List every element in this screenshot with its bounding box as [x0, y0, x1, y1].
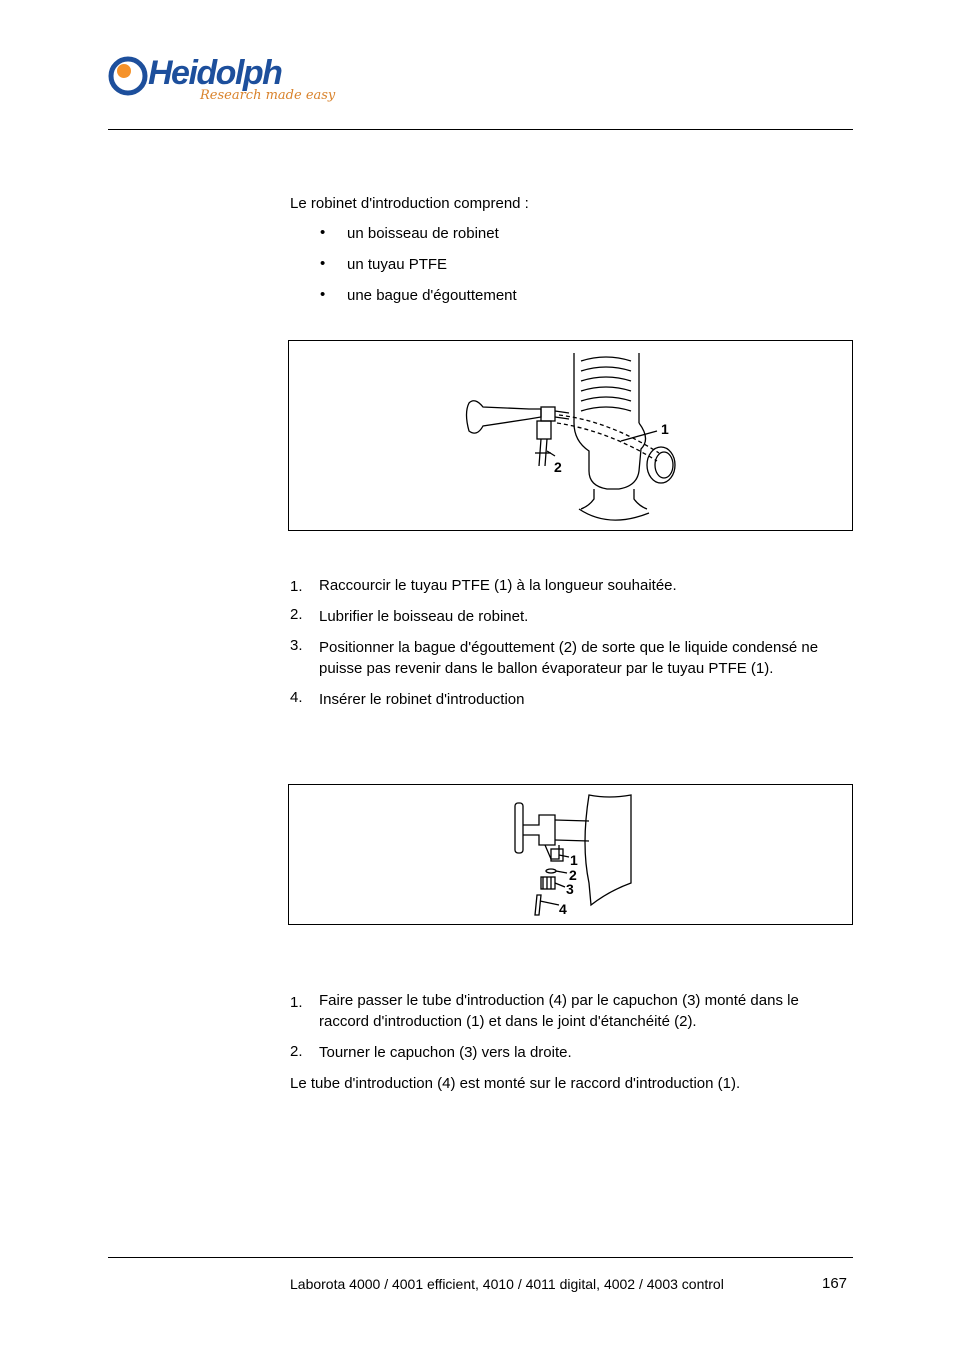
- brand-logo: [108, 50, 338, 120]
- bullet-item: un boisseau de robinet: [347, 225, 499, 242]
- step-number: 1.: [290, 994, 303, 1011]
- figure-feed-valve: [288, 340, 853, 531]
- figure2-label-3: 3: [566, 881, 574, 897]
- step-number: 1.: [290, 578, 303, 595]
- logo-mark-icon: [108, 54, 152, 98]
- bullet-symbol: •: [320, 224, 326, 241]
- footer-rule: [108, 1257, 853, 1258]
- page-number: 167: [822, 1275, 848, 1292]
- bullet-item: une bague d'égouttement: [347, 287, 517, 304]
- step-number: 2.: [290, 1043, 303, 1060]
- step-text: Lubrifier le boisseau de robinet.: [319, 608, 529, 625]
- logo-wordmark: Heidolph: [148, 54, 282, 92]
- step-number: 4.: [290, 689, 303, 706]
- step-text: Positionner la bague d'égouttement (2) de sorte que le liquide condensé ne puisse pas revenir dans le ballon évaporateur par le tuyau PTFE (1).: [319, 639, 819, 677]
- feed-valve-drawing: [289, 341, 852, 530]
- result-text: Le tube d'introduction (4) est monté sur le raccord d'introduction (1).: [290, 1075, 741, 1092]
- step-text: Faire passer le tube d'introduction (4) par le capuchon (3) monté dans le raccord d'introduction (1) et dans le joint d'étanchéité (2).: [319, 992, 799, 1030]
- figure1-label-1: 1: [661, 421, 669, 437]
- figure1-label-2: 2: [554, 459, 562, 475]
- intro-lead: Le robinet d'introduction comprend :: [290, 195, 529, 212]
- header-rule: [108, 129, 853, 130]
- logo-tagline: Research made easy: [200, 88, 336, 103]
- figure2-label-1: 1: [570, 852, 578, 868]
- figure2-label-4: 4: [559, 901, 567, 917]
- step-number: 2.: [290, 606, 303, 623]
- step-text: Insérer le robinet d'introduction: [319, 691, 525, 708]
- figure-feed-tube: [288, 784, 853, 925]
- feed-tube-drawing: [289, 785, 852, 924]
- bullet-symbol: •: [320, 255, 326, 272]
- step-number: 3.: [290, 637, 303, 654]
- step-text: Raccourcir le tuyau PTFE (1) à la longueur souhaitée.: [319, 577, 677, 594]
- bullet-symbol: •: [320, 286, 326, 303]
- figure2-label-2: 2: [569, 867, 577, 883]
- bullet-item: un tuyau PTFE: [347, 256, 448, 273]
- step-text: Tourner le capuchon (3) vers la droite.: [319, 1044, 572, 1061]
- footer-product: Laborota 4000 / 4001 efficient, 4010 / 4011 digital, 4002 / 4003 control: [290, 1276, 724, 1292]
